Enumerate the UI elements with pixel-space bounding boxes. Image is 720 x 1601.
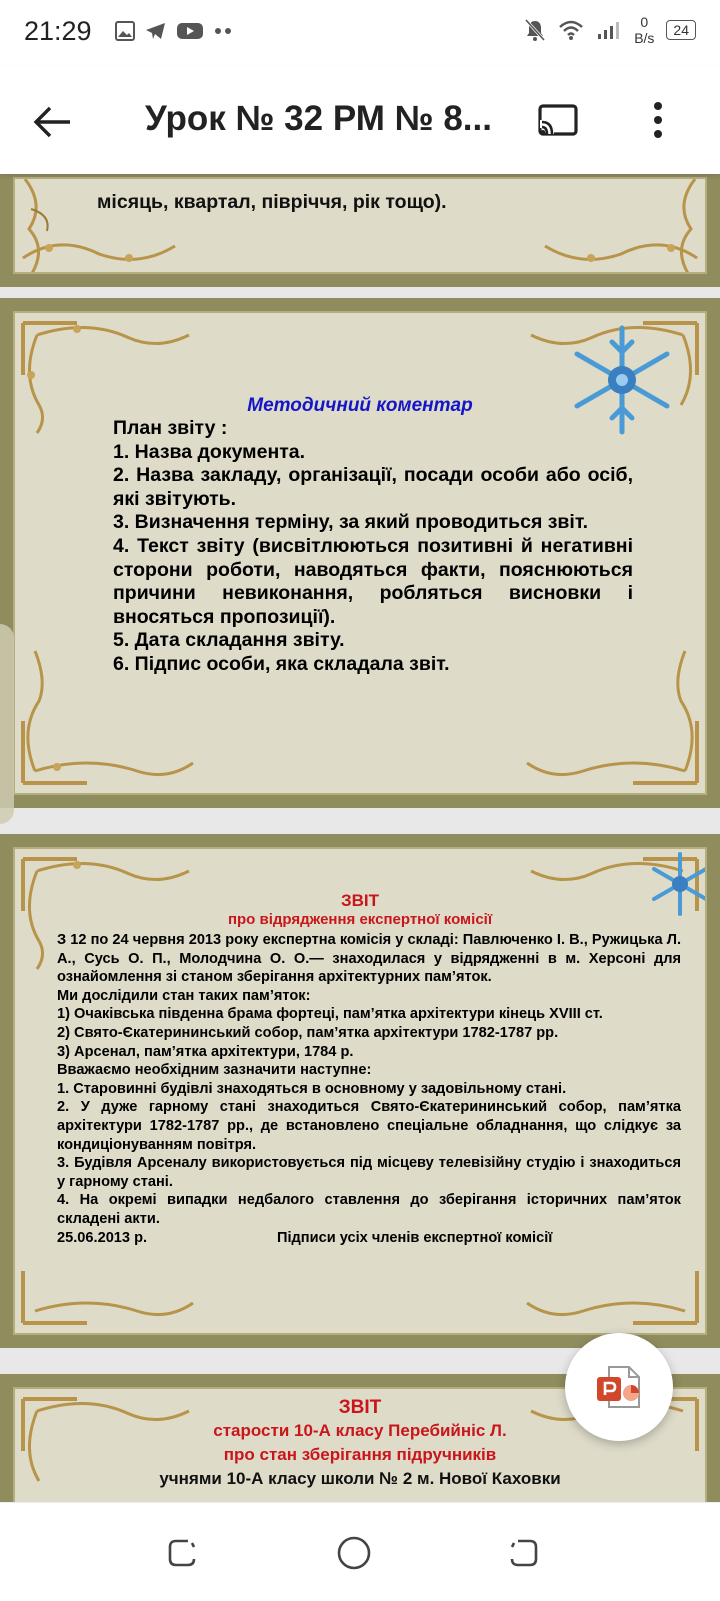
status-system-icons: [524, 14, 696, 46]
report-paragraph: 1) Очаківська південна брама фортеці, пам’ятка архітектури кінець XVIII ст.: [57, 1006, 603, 1023]
slide-4-line-2: про стан зберігання підручників: [223, 1445, 497, 1464]
report-paragraph: Вважаємо необхідним зазначити наступне:: [57, 1062, 372, 1079]
report-plan-line: 6. Підпис особи, яка складала звіт.: [113, 652, 450, 675]
slide-3-subtitle: про відрядження експертної комісії: [227, 911, 493, 928]
report-paragraph: 2. У дуже гарному стані знаходиться Свято-Єкатерининський собор, пам’ятка архітектури 1782-1787 рр., де встановлено спеціальне обладнання, що слідкує за кондиціонуванням повітря.: [57, 1099, 681, 1153]
back-arrow-icon[interactable]: [30, 100, 74, 144]
slide-1-text: місяць, квартал, півріччя, рік тощо).: [97, 191, 447, 213]
report-paragraph: З 12 по 24 червня 2013 року експертна комісія у складі: Павлюченко І. В., Ружицька Л. А., Сусь О. П., Молодчина О. О.— знаходилася у відрядженні в м. Херсоні для ознайомлення зі станом зберігання архітектурних пам’яток.: [57, 932, 681, 986]
telegram-icon: [144, 20, 168, 42]
battery-level: 24: [673, 22, 689, 38]
report-paragraph: 3) Арсенал, пам’ятка архітектури, 1784 р.: [57, 1043, 354, 1060]
slide-2-paper: [13, 311, 707, 795]
navigation-bar: [0, 1502, 720, 1601]
side-edge-handle[interactable]: [0, 624, 14, 824]
slide-3-body: [57, 931, 681, 1247]
slides-viewer[interactable]: [0, 174, 720, 1502]
report-plan-line: 3. Визначення терміну, за який проводиться звіт.: [113, 511, 589, 534]
youtube-icon: [176, 20, 204, 42]
slide-4-line-3: учнями 10-А класу школи № 2 м. Нової Каховки: [159, 1469, 561, 1488]
report-date: 25.06.2013 р.: [57, 1229, 148, 1246]
corner-ornament-icon: [643, 179, 703, 274]
report-plan-line: 4. Текст звіту (висвітлюються позитивні й негативні сторони роботи, наводяться факти, пояснюються причини невиконання, робляться висновки і вносяться пропозиції).: [113, 534, 633, 628]
wifi-icon: [558, 19, 584, 41]
more-dots-icon: [212, 20, 234, 42]
report-signature: Підписи усіх членів експертної комісії: [277, 1229, 553, 1246]
network-speed-unit: B/s: [634, 30, 655, 46]
open-in-powerpoint-button[interactable]: [565, 1333, 673, 1441]
slide-4-line-1: старости 10-А класу Перебийніс Л.: [213, 1421, 507, 1440]
app-bar: [0, 66, 720, 174]
gallery-icon: [114, 20, 136, 42]
report-plan-line: 5. Дата складання звіту.: [113, 629, 345, 652]
powerpoint-icon: [565, 1333, 673, 1441]
status-time: 21:29: [24, 16, 92, 46]
report-paragraph: 2) Свято-Єкатерининський собор, пам’ятка архітектури 1782-1787 рр.: [57, 1024, 559, 1041]
corner-ornament-icon: [19, 228, 179, 268]
back-icon[interactable]: [508, 1537, 540, 1569]
report-plan-line: 1. Назва документа.: [113, 440, 306, 463]
slide-2-title: Методичний коментар: [247, 395, 473, 416]
slide-1: [0, 174, 720, 287]
report-plan-line: План звіту :: [113, 417, 228, 439]
status-bar: [0, 0, 720, 66]
battery-icon: [666, 20, 696, 40]
slide-3: [0, 834, 720, 1348]
slide-3-paper: [13, 847, 707, 1335]
signal-icon: [596, 19, 622, 41]
slide-2-body: [113, 417, 633, 677]
report-paragraph: 3. Будівля Арсеналу використовується під місцеву телевізійну студію і знаходиться у гарному стані.: [57, 1155, 681, 1190]
network-speed: [634, 14, 654, 46]
home-icon[interactable]: [336, 1535, 372, 1571]
slide-4-title: ЗВІТ: [338, 1397, 382, 1418]
report-signature-line: [57, 1229, 681, 1248]
slide-1-paper: [13, 177, 707, 274]
corner-ornament-icon: [523, 1261, 703, 1331]
more-vert-icon[interactable]: [648, 98, 668, 142]
document-title: Урок № 32 РМ № 8...: [145, 99, 492, 138]
slide-2: [0, 298, 720, 808]
report-paragraph: 1. Старовинні будівлі знаходяться в основному у задовільному стані.: [57, 1080, 567, 1097]
report-paragraph: Ми дослідили стан таких пам’яток:: [57, 987, 311, 1004]
network-speed-value: 0: [640, 14, 649, 30]
report-plan-line: 2. Назва закладу, організації, посади особи або осіб, які звітують.: [113, 464, 633, 510]
report-paragraph: 4. На окремі випадки недбалого ставлення до зберігання історичних пам’яток складені акти.: [57, 1192, 681, 1227]
cast-icon[interactable]: [536, 102, 580, 140]
slide-3-title: ЗВІТ: [340, 891, 380, 910]
status-notification-icons: [114, 20, 234, 42]
mute-icon: [524, 18, 546, 42]
recents-icon[interactable]: [166, 1537, 198, 1569]
corner-ornament-icon: [17, 1261, 197, 1331]
